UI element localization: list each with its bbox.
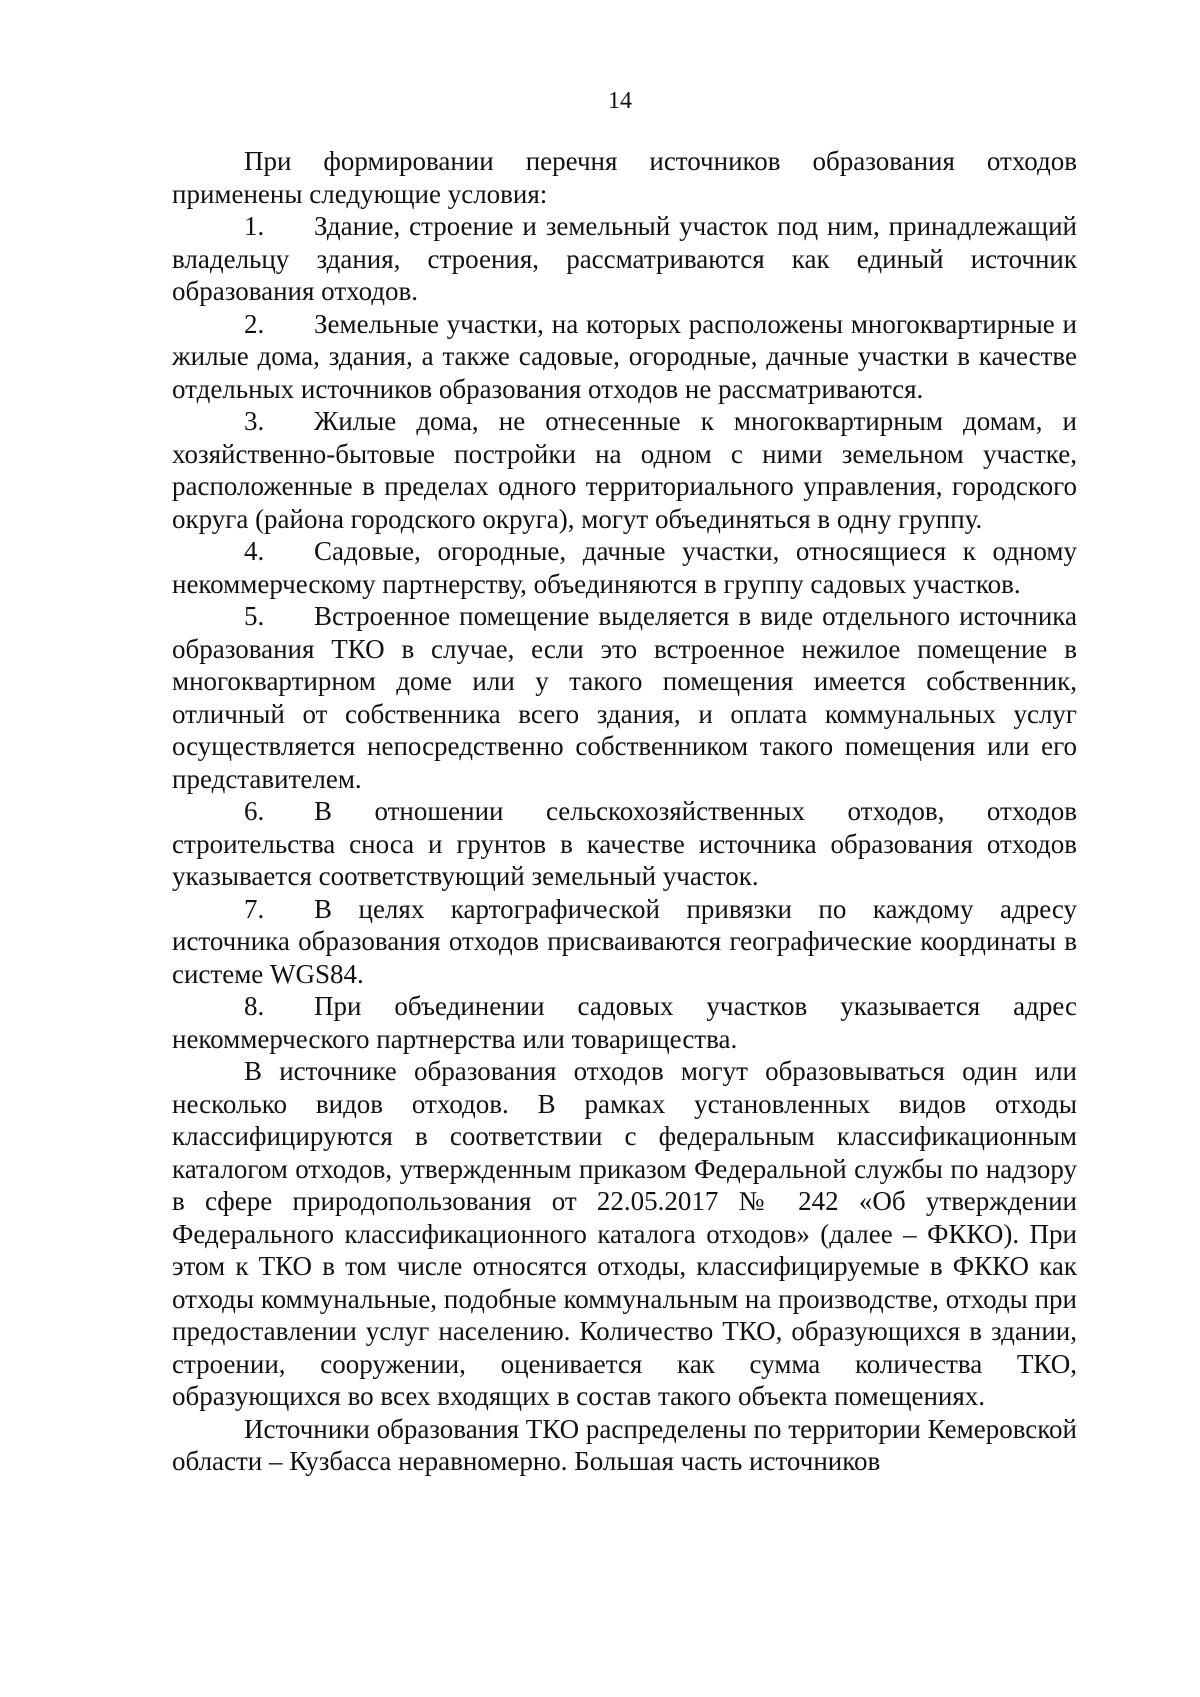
list-item-number: 3. [244,406,265,436]
list-item-8 [172,990,1077,1055]
paragraph-distribution: Источники образования ТКО распределены по территории Кемеровской области – Кузбасса неравномерно. Большая часть источников [172,1413,1077,1476]
list-item-number: 4. [244,536,265,566]
list-item-number: 1. [244,211,265,241]
page-number: 14 [608,88,632,114]
list-item-6 [172,795,1077,893]
list-item-text: Садовые, огородные, дачные участки, относящиеся к одному некоммерческому партнерству, объединяются в группу садовых участков. [172,536,1077,599]
list-item-number: 6. [244,796,265,826]
list-item-number: 8. [244,991,265,1021]
list-item-2 [172,308,1077,406]
list-item-text: Жилые дома, не отнесенные к многоквартирным домам, и хозяйственно-бытовые постройки на одном с ними земельном участке, расположенные в пределах одного территориального управления, городского округа (района городского округа), могут объединяться в одну группу. [172,406,1077,534]
list-item-text: Встроенное помещение выделяется в виде отдельного источника образования ТКО в случае, если это встроенное нежилое помещение в многоквартирном доме или у такого помещения имеется собственник, отличный от собственника всего здания, и оплата коммунальных услуг осуществляется непосредственно собственником такого помещения или его представителем. [172,601,1077,794]
document-body [172,145,1077,1478]
paragraph-waste-types: В источнике образования отходов могут образовываться один или несколько видов отходов. В рамках установленных видов отходы классифицируются в соответствии с федеральным классификационным каталогом отходов, утвержденным приказом Федеральной службы по надзору в сфере природопользования от 22.05.2017 № 242 «Об утверждении Федерального классификационного каталога отходов» (далее – ФККО). При этом к ТКО в том числе относятся отходы, классифицируемые в ФККО как отходы коммунальные, подобные коммунальным на производстве, отходы при предоставлении услуг населению. Количество ТКО, образующихся в здании, строении, сооружении, оценивается как сумма количества ТКО, образующихся во всех входящих в состав такого объекта помещениях. [172,1056,1077,1411]
list-item-number: 2. [244,308,265,339]
list-item-number: 7. [244,893,265,924]
list-item-text: Земельные участки, на которых расположены многоквартирные и жилые дома, здания, а также садовые, огородные, дачные участки в качестве отдельных источников образования отходов не рассматриваются. [172,308,1077,404]
list-item-7 [172,893,1077,991]
list-item-text: В отношении сельскохозяйственных отходов, отходов строительства сноса и грунтов в качестве источника образования отходов указывается соответствующий земельный участок. [172,796,1077,891]
list-item-text: В целях картографической привязки по каждому адресу источника образования отходов присваиваются географические координаты в системе WGS84. [172,893,1077,989]
list-item-text: При объединении садовых участков указывается адрес некоммерческого партнерства или товарищества. [172,991,1077,1054]
list-item-4 [172,535,1077,600]
list-item-text: Здание, строение и земельный участок под ним, принадлежащий владельцу здания, строения, рассматриваются как единый источник образования отходов. [172,211,1077,306]
list-item-1 [172,210,1077,308]
intro-paragraph: При формировании перечня источников образования отходов применены следующие условия: [172,146,1077,209]
list-item-5 [172,600,1077,795]
list-item-number: 5. [244,601,265,631]
list-item-3 [172,405,1077,535]
